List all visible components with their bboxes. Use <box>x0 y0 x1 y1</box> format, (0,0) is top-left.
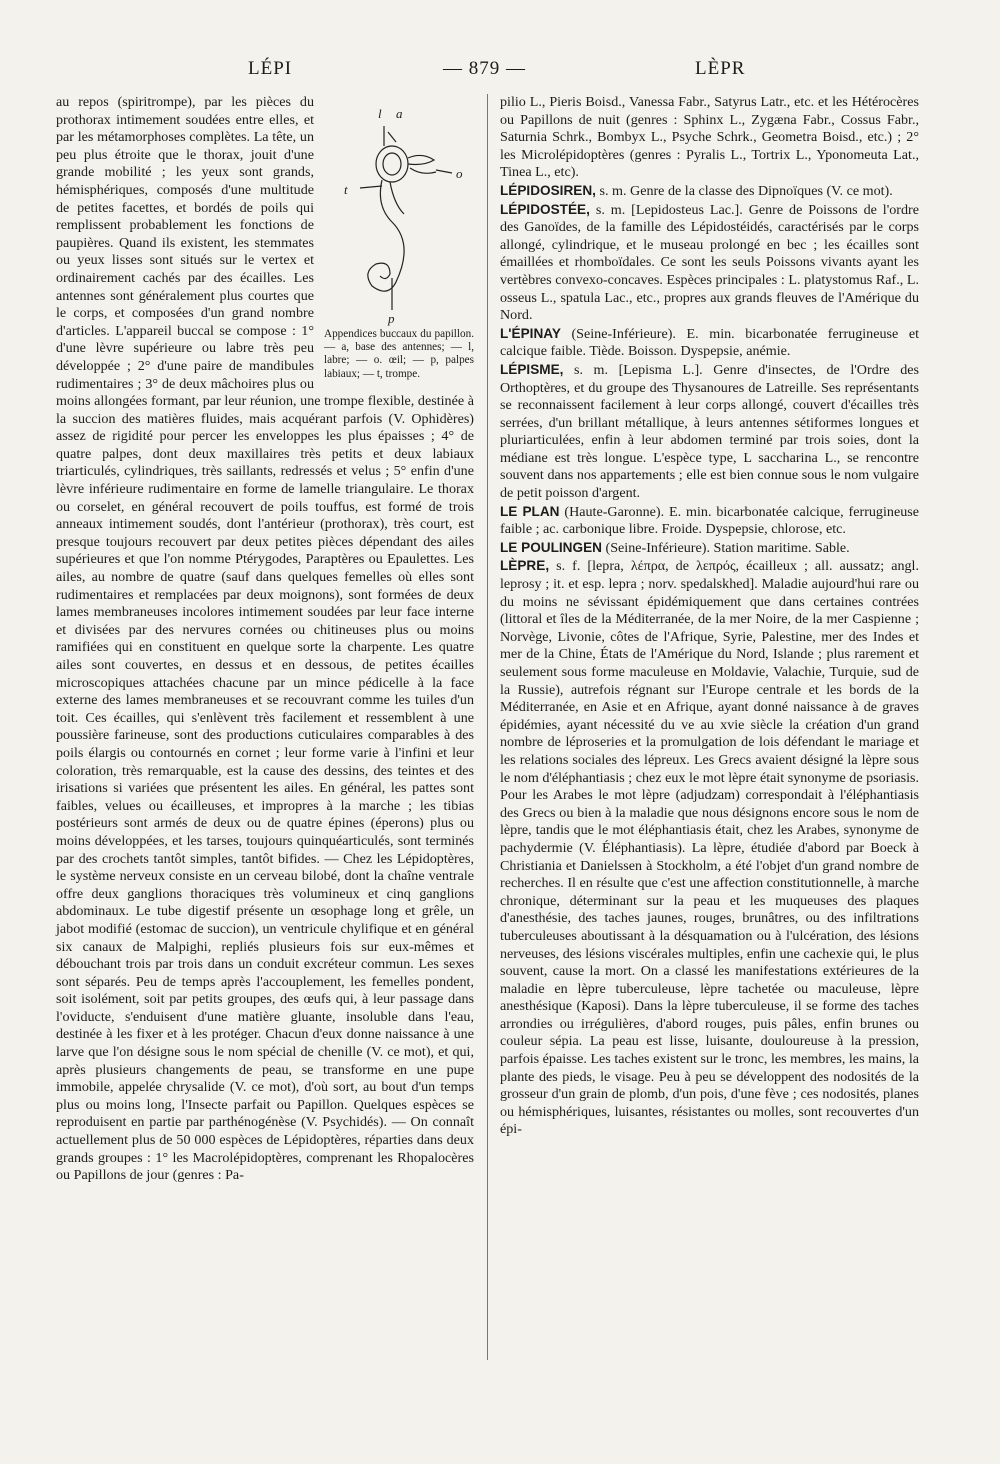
entry-lepidosiren <box>500 182 919 201</box>
entry-lepisme-text: s. m. [Lepisma L.]. Genre d'insectes, de l'Ordre des Orthoptères, et du groupe des Thysanoures de Latreille. Ses représentants se reconnaissent facilement à leur corps allongé, couvert d'écailles très serrées, d'un brillant métallique, à leurs antennes sétiformes longues et pluriarticulées, enfin à leur abdomen terminé par trois soies, dont la médiane est très longue. L'espèce type, L saccharina L., se rencontre souvent dans nos appartements ; elle est bien connue sous le nom vulgaire de petit poisson d'argent. <box>500 361 919 502</box>
figure-butterfly-mouthparts <box>324 98 474 380</box>
lepidopteres-continuation: pilio L., Pieris Boisd., Vanessa Fabr., Satyrus Latr., etc. et les Hétérocères ou Papillons de nuit (genres : Sphinx L., Zygæna Fabr., Cossus Fabr., Saturnia Schrk., Bombyx L., Psyche Schrk., Geometra Boisd., etc.) ; 2° les Microlépidoptères (genres : Pyralis L., Tortrix L., Yponomeuta Lat., Tinea L., etc). <box>500 94 919 181</box>
mouthparts-illustration <box>324 98 474 328</box>
entry-le-poulingen <box>500 539 919 558</box>
figure-label-t: t <box>344 182 348 197</box>
entry-lepre-text: s. f. [lepra, λέπρα, de λεπρός, écailleux ; all. aussatz; angl. leprosy ; it. et esp. lepra ; norv. spedalskhed]. Maladie aujourd'hui rare ou du moins ne sévissant épidémiquement que dans certaines contrées (littoral et îles de la Méditerranée, de la mer Noire, de la mer Caspienne ; Norvège, Livonie, côtes de l'Afrique, Syrie, Palestine, mer des Indes et mer de la Chine, États de l'Amérique du Nord, Islande ; plus rarement et seulement sous forme maculeuse en Moldavie, Valachie, Turquie, sud de la Russie), autrefois régnant sur l'Europe centrale et les bords de la Méditerranée, en Asie et en Afrique, ayant donné naissance à de graves épidémies, ayant nécessité du ve au xvie siècle la création d'un grand nombre de léproseries et la promulgation de lois défendant le mariage et les relations sociales des lépreux. Les Grecs avaient désigné la lèpre sous le nom d'éléphantiasis ; chez eux le mot lèpre était synonyme de psoriasis. Pour les Arabes le mot lèpre (adjudzam) correspondait à l'éléphantiasis des Grecs ou bien à la maladie que nous désignons encore sous le nom de lèpre, tandis que le mot éléphantiasis était, chez les Arabes, synonyme de pachydermie (V. Éléphantiasis). La lèpre, étudiée d'abord par Boeck à Christiania et Danielssen à Stockholm, a été l'objet d'un grand nombre de recherches. Il en résulte que c'est une affection constitutionnelle, à marche chronique, déterminant sur la peau et les muqueuses des plaques d'anesthésie, des taches jaunes, rouges, brunâtres, ou des infiltrations tuberculeuses aboutissant à la désquamation ou à l'ulcération, des lésions nerveuses, des lésions viscérales multiples, enfin une cachexie qui, le plus souvent, cause la mort. On a classé les manifestations extérieures de la maladie en lèpre tuberculeuse, lèpre tachetée ou maculeuse, lèpre anesthésique (Kaposi). Dans la lèpre tuberculeuse, il se forme des taches arrondies ou irrégulières, d'abord rouges, puis pâles, enfin brunes ou couleur sépia. La peau est lisse, luisante, douloureuse à la pression, parfois épaisse. Les taches existent sur le tronc, les membres, les mains, la plante des pieds, le visage. Peu à peu se développent des nodosités de la grosseur d'un grain de plomb, d'un pois, d'une fève ; ces nodosités, planes ou hémisphériques, luisantes, résistantes ou molles, sont recouvertes d'un épi- <box>500 558 919 1138</box>
column-divider <box>487 94 488 1360</box>
headword-lepidostee: LÉPIDOSTÉE, <box>500 201 590 217</box>
entry-lepre <box>500 557 919 1139</box>
headword-lepisme: LÉPISME, <box>500 361 564 377</box>
right-column <box>500 94 919 1139</box>
figure-label-o: o <box>456 166 463 181</box>
figure-label-p: p <box>388 311 395 326</box>
entry-lepisme <box>500 361 919 503</box>
headword-le-poulingen: LE POULINGEN <box>500 539 602 555</box>
entry-lepidostee <box>500 201 919 325</box>
headword-le-plan: LE PLAN <box>500 503 560 519</box>
left-column <box>56 94 474 1185</box>
entry-le-poulingen-text: (Seine-Inférieure). Station maritime. Sable. <box>605 539 850 556</box>
page-number: — 879 — <box>443 58 526 79</box>
figure-label-a: a <box>396 106 403 121</box>
headword-epinay: L'ÉPINAY <box>500 325 561 341</box>
entry-le-plan <box>500 503 919 539</box>
running-header <box>60 58 940 88</box>
entry-lepidosiren-text: s. m. Genre de la classe des Dipnoïques (V. ce mot). <box>599 182 893 199</box>
figure-caption: Appendices buccaux du papillon. — a, base des antennes; — l, labre; — o. œil; — p, palpes labiaux; — t, trompe. <box>324 328 474 380</box>
header-left-word: LÉPI <box>248 58 293 79</box>
entry-lepidostee-text: s. m. [Lepidosteus Lac.]. Genre de Poissons de l'ordre des Ganoïdes, de la famille des Lépidostéidés, caractérisés par le corps allongé, cylindrique, et le museau prolongé en bec ; les écailles sont émaillées et rhomboïdales. Ce sont les seuls Poissons vivants ayant les vertèbres convexo-concaves. Espèces principales : L. platystomus Raf., L. osseus L., spatula Lac., etc., propres aux grands fleuves de l'Amérique du Nord. <box>500 201 919 324</box>
entry-epinay-text: (Seine-Inférieure). E. min. bicarbonatée ferrugineuse et calcique faible. Tiède. Boisson. Dyspepsie, anémie. <box>500 325 919 360</box>
entry-le-plan-text: (Haute-Garonne). E. min. bicarbonatée calcique, ferrugineuse faible ; ac. carbonique libre. Froide. Dyspepsie, chlorose, etc. <box>500 503 919 538</box>
lepidopteres-paragraph: au repos (spiritrompe), par les pièces du prothorax intimement soudées entre elles, et par les métamorphoses complètes. La tête, un peu plus étroite que le thorax, jouit d'une grande mobilité ; les yeux sont grands, hémisphériques, composés d'une multitude de petites facettes, et bordés de poils qui remplissent probablement les fonctions de paupières. Quand ils existent, les stemmates ou yeux lisses sont situés sur le vertex et ordinairement cachés par des écailles. Les antennes sont généralement plus courtes que le corps, et composées d'un grand nombre d'articles. L'appareil buccal se compose : 1° d'une lèvre supérieure ou labre très peu développée ; 2° d'une paire de mandibules rudimentaires ; 3° de deux mâchoires plus ou moins allongées formant, par leur réunion, une trompe flexible, destinée à la succion des matières fluides, mais acquérant parfois (V. Ophidères) assez de rigidité pour percer les enveloppes les plus épaisses ; 4° de quatre palpes, dont deux maxillaires très petits et deux labiaux triarticulés, cylindriques, très saillants, redressés et velus ; 5° enfin d'une lèvre inférieure rudimentaire en forme de lamelle triangulaire. Le thorax ou corselet, en général recouvert de poils touffus, est formé de trois anneaux intimement soudés, dont l'antérieur (prothorax), très court, est presque toujours recouvert par deux petites pièces dépendant des ailes supérieures et que l'on nomme Ptérygodes, Paraptères ou Epaulettes. Les ailes, au nombre de quatre (sauf dans quelques femelles où elles sont rudimentaires et remplacées par deux moignons), sont formées de deux lames membraneuses incolores intimement soudées par leur face interne et divisées par des nervures cornées ou chitineuses plus ou moins ramifiées qui en constituent en quelque sorte la charpente. Les quatre ailes sont couvertes, en dessus et en dessous, de petites écailles microscopiques attachées chacune par un mince pédicelle à la face externe des lames membraneuses et se recouvrant comme les tuiles d'un toit. Ces écailles, qui s'enlèvent très facilement et ressemblent à une poussière farineuse, sont des productions cuticulaires comparables à des poils élargis ou contournés en cornet ; leur forme varie à l'infini et leur coloration, très remarquable, est la cause des dessins, des teintes et des irisations si variées que présentent les ailes. En général, les pattes sont faibles, velues ou écailleuses, et impropres à la marche ; les tibias postérieurs sont armés de deux ou de quatre épines (éperons) plus ou moins développées, et les tarses, toujours quinquéarticulés, sont terminés par des crochets tantôt simples, tantôt bifides. — Chez les Lépidoptères, le système nerveux consiste en un cerveau bilobé, dont la chaîne ventrale offre deux ganglions thoraciques très volumineux et cinq ganglions abdominaux. Le tube digestif présente un œsophage long et grêle, un jabot modifié (estomac de succion), un ventricule chylifique et en général six canaux de Malpighi, repliés plusieurs fois sur eux-mêmes et débouchant trois par trois dans un conduit excréteur commun. Les sexes sont séparés. Peu de temps après l'accouplement, les femelles pondent, soit isolément, soit par petits groupes, des œufs qui, à leur passage dans l'oviducte, s'enduisent d'une matière gluante, insoluble dans l'eau, destinée à les fixer et à les protéger. Chacun d'eux donne naissance à une larve que l'on désigne sous le nom spécial de chenille (V. ce mot), et qui, après plusieurs changements de peau, se transforme en une pupe immobile, appelée chrysalide (V. ce mot), d'où sort, au bout d'un temps plus ou moins long, l'Insecte parfait ou Papillon. Quelques espèces se reproduisent en partie par parthénogénèse (V. Psychidés). — On connaît actuellement plus de 50 000 espèces de Lépidoptères, réparties dans deux grands groupes : 1° les Macrolépidoptères, comprenant les Rhopalocères ou Papillons de jour (genres : Pa- <box>56 94 474 1184</box>
headword-lepidosiren: LÉPIDOSIREN, <box>500 182 596 198</box>
figure-label-l: l <box>378 106 382 121</box>
entry-epinay <box>500 325 919 361</box>
header-right-word: LÈPR <box>695 58 746 79</box>
headword-lepre: LÈPRE, <box>500 558 550 574</box>
